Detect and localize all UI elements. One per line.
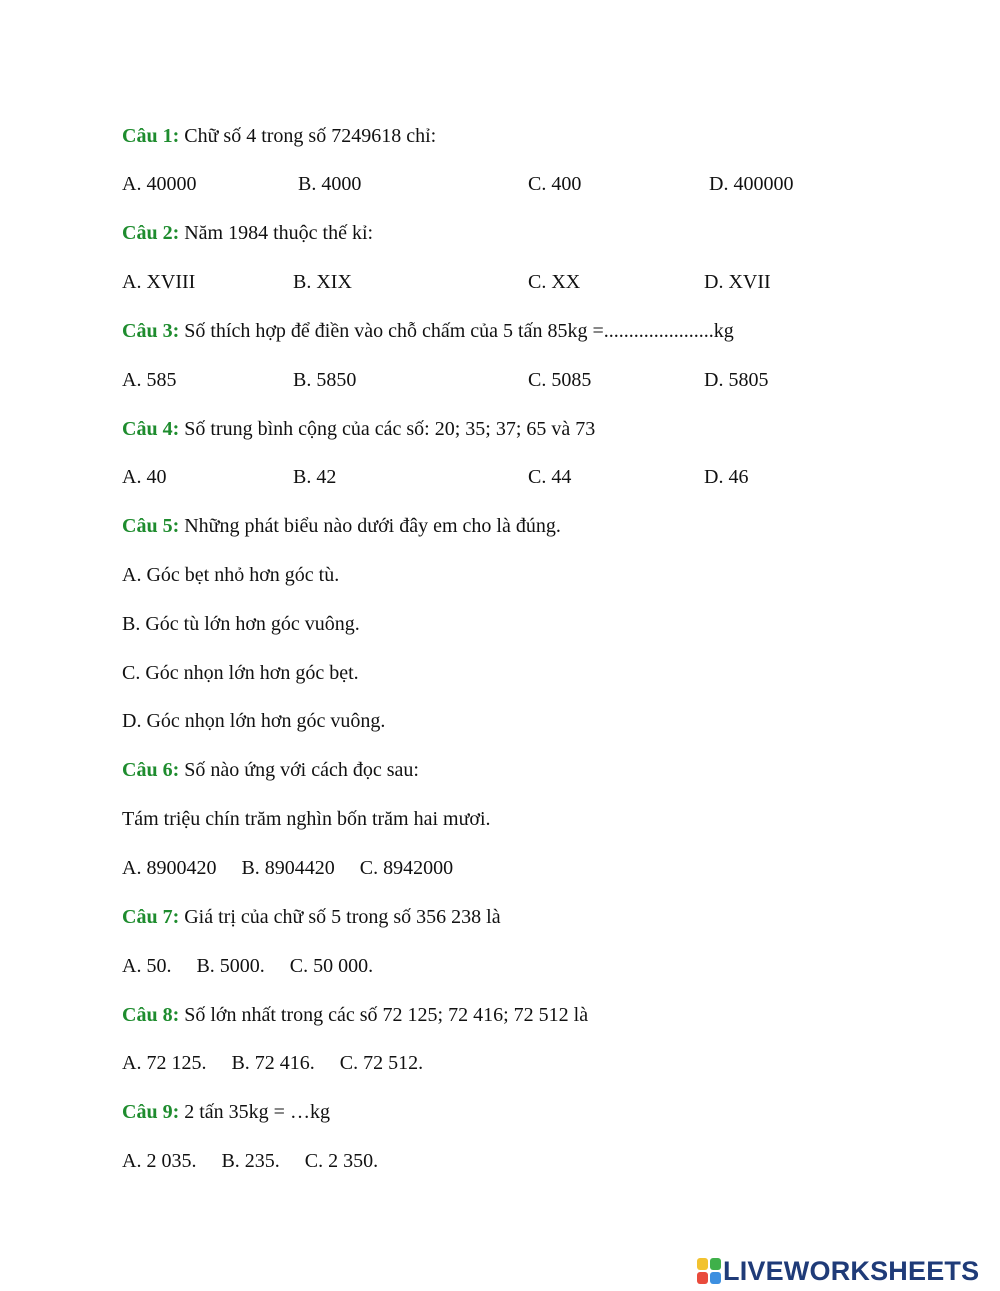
question-5 <box>122 514 561 538</box>
option-d: D. XVII <box>704 271 771 293</box>
option-a: A. XVIII <box>122 271 196 293</box>
question-subtext: Tám triệu chín trăm nghìn bốn trăm hai mươi. <box>122 808 491 830</box>
question-text: Những phát biểu nào dưới đây em cho là đúng. <box>179 515 561 537</box>
question-text: Số lớn nhất trong các số 72 125; 72 416; 72 512 là <box>179 1004 589 1026</box>
option-a: A. 40 <box>122 466 167 488</box>
option-d: D. 46 <box>704 466 749 488</box>
question-1 <box>122 124 436 148</box>
question-9 <box>122 1100 330 1124</box>
question-6 <box>122 758 419 782</box>
question-label: Câu 1: <box>122 125 180 147</box>
option-b: B. 4000 <box>298 173 362 195</box>
question-8 <box>122 1003 588 1027</box>
question-text: Số nào ứng với cách đọc sau: <box>179 759 419 781</box>
option-b: B. 5850 <box>293 369 357 391</box>
option-a: A. 585 <box>122 369 177 391</box>
options-row: A. 72 125. B. 72 416. C. 72 512. <box>122 1052 424 1074</box>
option-c: C. XX <box>528 271 581 293</box>
question-7 <box>122 905 501 929</box>
question-label: Câu 8: <box>122 1004 180 1026</box>
option-c: C. 5085 <box>528 369 592 391</box>
question-label: Câu 7: <box>122 906 180 928</box>
option-c: C. 400 <box>528 173 582 195</box>
question-label: Câu 3: <box>122 320 180 342</box>
question-label: Câu 5: <box>122 515 180 537</box>
question-label: Câu 9: <box>122 1101 180 1123</box>
question-3 <box>122 319 734 343</box>
question-text: Số trung bình cộng của các số: 20; 35; 37; 65 và 73 <box>179 418 596 440</box>
options-row: A. 50. B. 5000. C. 50 000. <box>122 955 374 977</box>
option-b: B. Góc tù lớn hơn góc vuông. <box>122 613 360 635</box>
option-d: D. 400000 <box>709 173 794 195</box>
question-label: Câu 4: <box>122 418 180 440</box>
options-row: A. 2 035. B. 235. C. 2 350. <box>122 1150 379 1172</box>
option-b: B. XIX <box>293 271 352 293</box>
question-label: Câu 6: <box>122 759 180 781</box>
question-2 <box>122 221 373 245</box>
option-c: C. Góc nhọn lớn hơn góc bẹt. <box>122 662 359 684</box>
logo-mark-cell <box>710 1272 721 1284</box>
option-d: D. Góc nhọn lớn hơn góc vuông. <box>122 710 386 732</box>
question-text: Chữ số 4 trong số 7249618 chỉ: <box>179 125 437 147</box>
option-a: A. 40000 <box>122 173 197 195</box>
option-c: C. 44 <box>528 466 572 488</box>
question-text: Số thích hợp để điền vào chỗ chấm của 5 tấn 85kg =......................kg <box>179 320 734 342</box>
option-d: D. 5805 <box>704 369 769 391</box>
logo-mark-cell <box>697 1258 708 1270</box>
option-a: A. Góc bẹt nhỏ hơn góc tù. <box>122 564 340 586</box>
question-4 <box>122 417 595 441</box>
liveworksheets-logo <box>697 1256 979 1286</box>
logo-mark-cell <box>710 1258 721 1270</box>
options-row: A. 8900420 B. 8904420 C. 8942000 <box>122 857 454 879</box>
logo-text: LIVEWORKSHEETS <box>723 1255 980 1286</box>
question-text: 2 tấn 35kg = …kg <box>179 1101 330 1123</box>
logo-mark-cell <box>697 1272 708 1284</box>
logo-mark-icon <box>697 1258 721 1284</box>
question-text: Giá trị của chữ số 5 trong số 356 238 là <box>179 906 501 928</box>
option-b: B. 42 <box>293 466 337 488</box>
question-label: Câu 2: <box>122 222 180 244</box>
question-text: Năm 1984 thuộc thế kỉ: <box>179 222 374 244</box>
